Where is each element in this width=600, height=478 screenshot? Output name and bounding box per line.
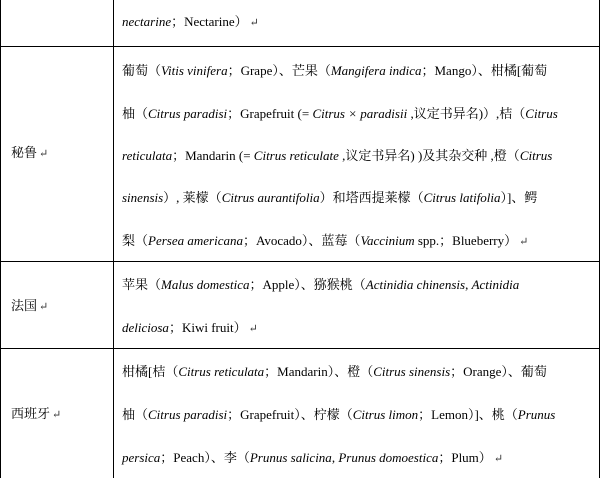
paragraph-mark-icon: ↵ <box>248 323 258 335</box>
country-cell <box>0 349 114 478</box>
paragraph-mark-icon: ↵ <box>39 148 49 160</box>
cell-line: 梨（Persea americana；Avocado）、蓝莓（Vaccinium spp.；Blueberry） ↵ <box>122 233 529 248</box>
country-label: 西班牙 ↵ <box>11 406 62 421</box>
cell-line: sinensis）, 莱檬（Citrus aurantifolia）和塔西提莱檬（Citrus latifolia）]、鳄 <box>122 190 538 205</box>
fruit-cell <box>114 349 600 478</box>
cell-line: deliciosa；Kiwi fruit） ↵ <box>122 320 258 335</box>
cell-line: 柚（Citrus paradisi；Grapefruit (= Citrus × paradisii ,议定书异名)）,桔（Citrus <box>122 106 558 121</box>
table-row <box>0 47 600 262</box>
country-cell <box>0 262 114 348</box>
fruit-cell <box>114 47 600 261</box>
fruit-cell <box>114 262 600 348</box>
cell-line: 柚（Citrus paradisi；Grapefruit）、柠檬（Citrus limon；Lemon）]、桃（Prunus <box>122 407 556 422</box>
paragraph-mark-icon: ↵ <box>39 301 49 313</box>
table-row <box>0 349 600 478</box>
paragraph-mark-icon: ↵ <box>519 236 529 248</box>
country-label: 秘鲁 ↵ <box>11 145 49 160</box>
cell-line: persica；Peach）、李（Prunus salicina, Prunus domoestica；Plum） ↵ <box>122 450 504 465</box>
fruit-cell <box>114 0 600 46</box>
cell-line: nectarine；Nectarine） ↵ <box>122 14 259 29</box>
table-row <box>0 262 600 349</box>
country-cell <box>0 47 114 261</box>
paragraph-mark-icon: ↵ <box>52 409 62 421</box>
paragraph-mark-icon: ↵ <box>249 17 259 29</box>
cell-line: 柑橘[桔（Citrus reticulata；Mandarin）、橙（Citrus sinensis；Orange）、葡萄 <box>122 364 547 379</box>
table-row <box>0 0 600 47</box>
country-label: 法国 ↵ <box>11 298 49 313</box>
paragraph-mark-icon: ↵ <box>493 453 504 465</box>
cell-line: 葡萄（Vitis vinifera；Grape）、芒果（Mangifera indica；Mango）、柑橘[葡萄 <box>122 63 548 78</box>
country-cell <box>0 0 114 46</box>
cell-line: 苹果（Malus domestica；Apple）、猕猴桃（Actinidia chinensis, Actinidia <box>122 277 520 292</box>
cell-line: reticulata；Mandarin (= Citrus reticulate ,议定书异名) )及其杂交种 ,橙（Citrus <box>122 148 553 163</box>
